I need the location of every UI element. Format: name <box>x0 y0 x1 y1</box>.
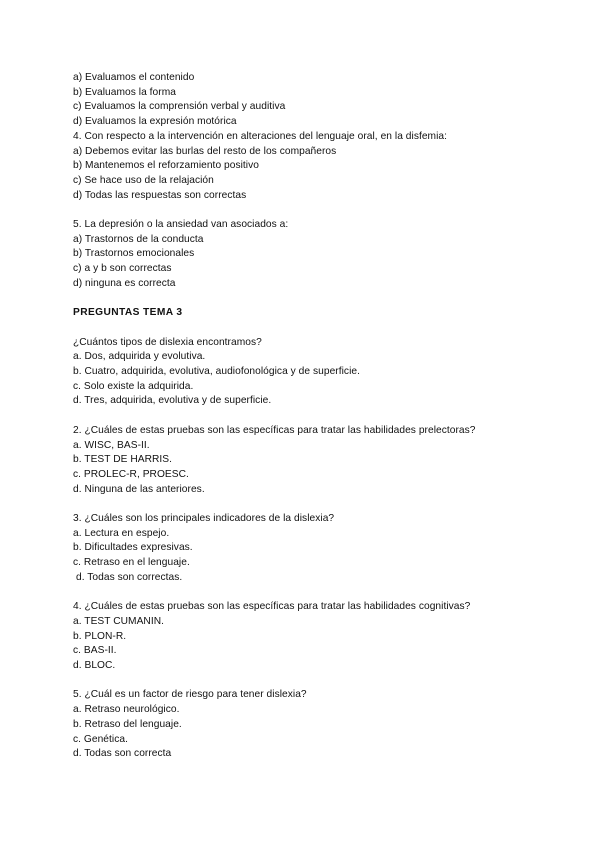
question-text: 4. ¿Cuáles de estas pruebas son las específicas para tratar las habilidades cognitivas? <box>73 601 471 613</box>
option-d: d) Todas las respuestas son correctas <box>73 189 247 201</box>
option-d: d. Tres, adquirida, evolutiva y de superficie. <box>73 395 272 407</box>
option-d: d. BLOC. <box>73 660 116 672</box>
option-b: b. Cuatro, adquirida, evolutiva, audiofonológica y de superficie. <box>73 366 360 378</box>
question-depresion <box>73 218 573 292</box>
option-b: b. Retraso del lenguaje. <box>73 718 182 730</box>
option-b: b) Evaluamos la forma <box>73 86 176 98</box>
question-text: 4. Con respecto a la intervención en alteraciones del lenguaje oral, en la disfemia: <box>73 130 448 142</box>
question-indicadores-dislexia <box>73 512 573 586</box>
option-c: c) Evaluamos la comprensión verbal y auditiva <box>73 101 286 113</box>
option-a: a. Lectura en espejo. <box>73 527 170 539</box>
option-c: c) a y b son correctas <box>73 263 172 275</box>
option-a: a) Evaluamos el contenido <box>73 72 195 83</box>
question-pruebas-prelectoras <box>73 424 573 498</box>
option-c: c. Retraso en el lenguaje. <box>73 557 190 569</box>
option-c: c. Solo existe la adquirida. <box>73 380 194 392</box>
option-d: d. Todas son correcta <box>73 748 172 760</box>
question-text: 2. ¿Cuáles de estas pruebas son las específicas para tratar las habilidades prelectoras? <box>73 424 476 436</box>
option-b: b. TEST DE HARRIS. <box>73 454 173 466</box>
section-heading: PREGUNTAS TEMA 3 <box>73 307 183 319</box>
option-d: d. Ninguna de las anteriores. <box>73 483 205 495</box>
option-d: d. Todas son correctas. <box>76 571 183 583</box>
option-c: c. BAS-II. <box>73 645 117 657</box>
option-a: a. Dos, adquirida y evolutiva. <box>73 351 206 363</box>
question-pruebas-cognitivas <box>73 600 573 674</box>
option-a: a. Retraso neurológico. <box>73 704 180 716</box>
option-a: a) Debemos evitar las burlas del resto de los compañeros <box>73 145 337 157</box>
question-disfemia <box>73 130 573 204</box>
option-b: b) Mantenemos el reforzamiento positivo <box>73 160 259 172</box>
option-b: b. Dificultades expresivas. <box>73 542 193 554</box>
option-c: c) Se hace uso de la relajación <box>73 174 214 186</box>
option-d: d) ninguna es correcta <box>73 277 176 289</box>
question-factor-riesgo <box>73 688 573 762</box>
option-c: c. Genética. <box>73 733 128 745</box>
option-d: d) Evaluamos la expresión motórica <box>73 116 237 128</box>
question-tipos-dislexia <box>73 336 573 410</box>
option-a: a) Trastornos de la conducta <box>73 233 204 245</box>
option-a: a. WISC, BAS-II. <box>73 439 150 451</box>
question-text: 3. ¿Cuáles son los principales indicadores de la dislexia? <box>73 513 335 525</box>
option-b: b. PLON-R. <box>73 630 127 642</box>
answer-options-block <box>73 71 573 130</box>
document-content <box>73 71 573 762</box>
question-text: ¿Cuántos tipos de dislexia encontramos? <box>73 336 262 348</box>
option-b: b) Trastornos emocionales <box>73 248 195 260</box>
question-text: 5. La depresión o la ansiedad van asociados a: <box>73 219 289 231</box>
question-text: 5. ¿Cuál es un factor de riesgo para tener dislexia? <box>73 689 307 701</box>
option-c: c. PROLEC-R, PROESC. <box>73 468 189 480</box>
option-a: a. TEST CUMANIN. <box>73 615 164 627</box>
